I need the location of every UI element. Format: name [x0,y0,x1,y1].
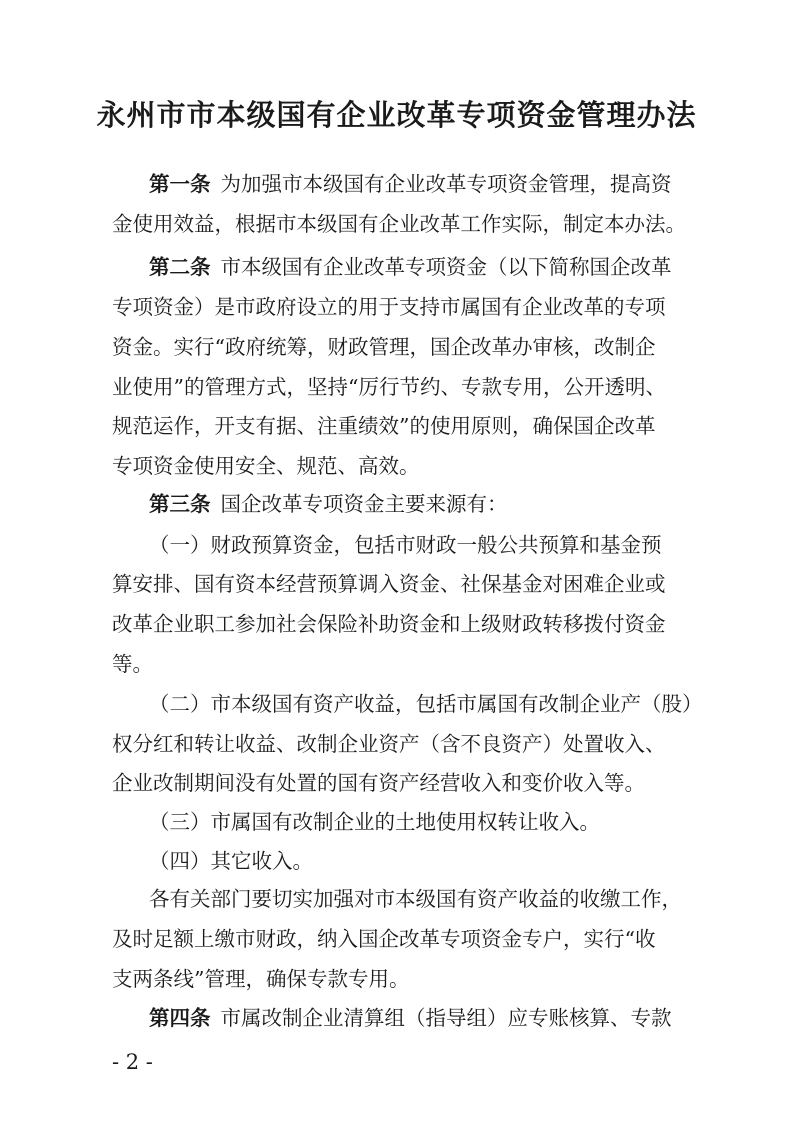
paragraph-line [112,210,686,238]
line-text: 支两条线”管理，确保专款专用。 [112,967,410,991]
line-text: 市属改制企业清算组（指导组）应专账核算、专款 [220,1006,672,1030]
paragraph-line [149,847,313,875]
paragraph-line [112,965,409,993]
article-label: 第一条 [149,172,211,196]
article-label: 第二条 [149,255,211,279]
line-text: 国企改革专项资金主要来源有： [220,492,508,516]
line-text: 等。 [112,652,153,676]
line-text: 算安排、国有资本经营预算调入资金、社保基金对困难企业或 [112,572,666,596]
paragraph-line [149,808,600,836]
paragraph-line [112,373,666,401]
line-text: （一）财政预算资金，包括市财政一般公共预算和基金预 [149,533,662,557]
article-label: 第四条 [149,1006,211,1030]
line-text: 专项资金使用安全、规范、高效。 [112,454,420,478]
paragraph-line [112,925,655,953]
paragraph-line [149,885,682,913]
line-text: （三）市属国有改制企业的土地使用权转让收入。 [149,810,600,834]
paragraph-line [112,650,153,678]
paragraph-line [149,531,662,559]
line-text: 资金。实行“政府统筹，财政管理，国企改革办审核，改制企 [112,335,656,359]
line-text: 权分红和转让收益、改制企业资产（含不良资产）处置收入、 [112,732,666,756]
document-title: 永州市市本级国有企业改革专项资金管理办法 [96,98,697,132]
line-text: 各有关部门要切实加强对市本级国有资产收益的收缴工作， [149,887,682,911]
paragraph-line [112,769,645,797]
page-number: - 2 - [112,1050,153,1074]
line-text: （四）其它收入。 [149,849,313,873]
paragraph-line [149,690,703,718]
line-text: 业使用”的管理方式，坚持“厉行节约、专款专用，公开透明、 [112,375,666,399]
article-label: 第三条 [149,492,211,516]
paragraph-line [149,253,672,281]
line-text: 企业改制期间没有处置的国有资产经营收入和变价收入等。 [112,771,645,795]
paragraph-line [149,1004,672,1032]
line-text: 金使用效益，根据市本级国有企业改革工作实际，制定本办法。 [112,212,686,236]
paragraph-line [149,490,508,518]
paragraph-line [112,293,666,321]
paragraph-line [112,570,666,598]
line-text: 专项资金）是市政府设立的用于支持市属国有企业改革的专项 [112,295,666,319]
paragraph-line [112,730,666,758]
line-text: 及时足额上缴市财政，纳入国企改革专项资金专户，实行“收 [112,927,656,951]
paragraph-line [112,452,420,480]
paragraph-line [112,333,655,361]
line-text: 为加强市本级国有企业改革专项资金管理，提高资 [220,172,672,196]
line-text: 规范运作，开支有据、注重绩效”的使用原则，确保国企改革 [112,414,656,438]
line-text: 市本级国有企业改革专项资金（以下简称国企改革 [220,255,672,279]
paragraph-line [112,412,655,440]
paragraph-line [149,170,672,198]
line-text: 改革企业职工参加社会保险补助资金和上级财政转移拨付资金 [112,612,666,636]
line-text: （二）市本级国有资产收益，包括市属国有改制企业产（股） [149,692,703,716]
paragraph-line [112,610,666,638]
